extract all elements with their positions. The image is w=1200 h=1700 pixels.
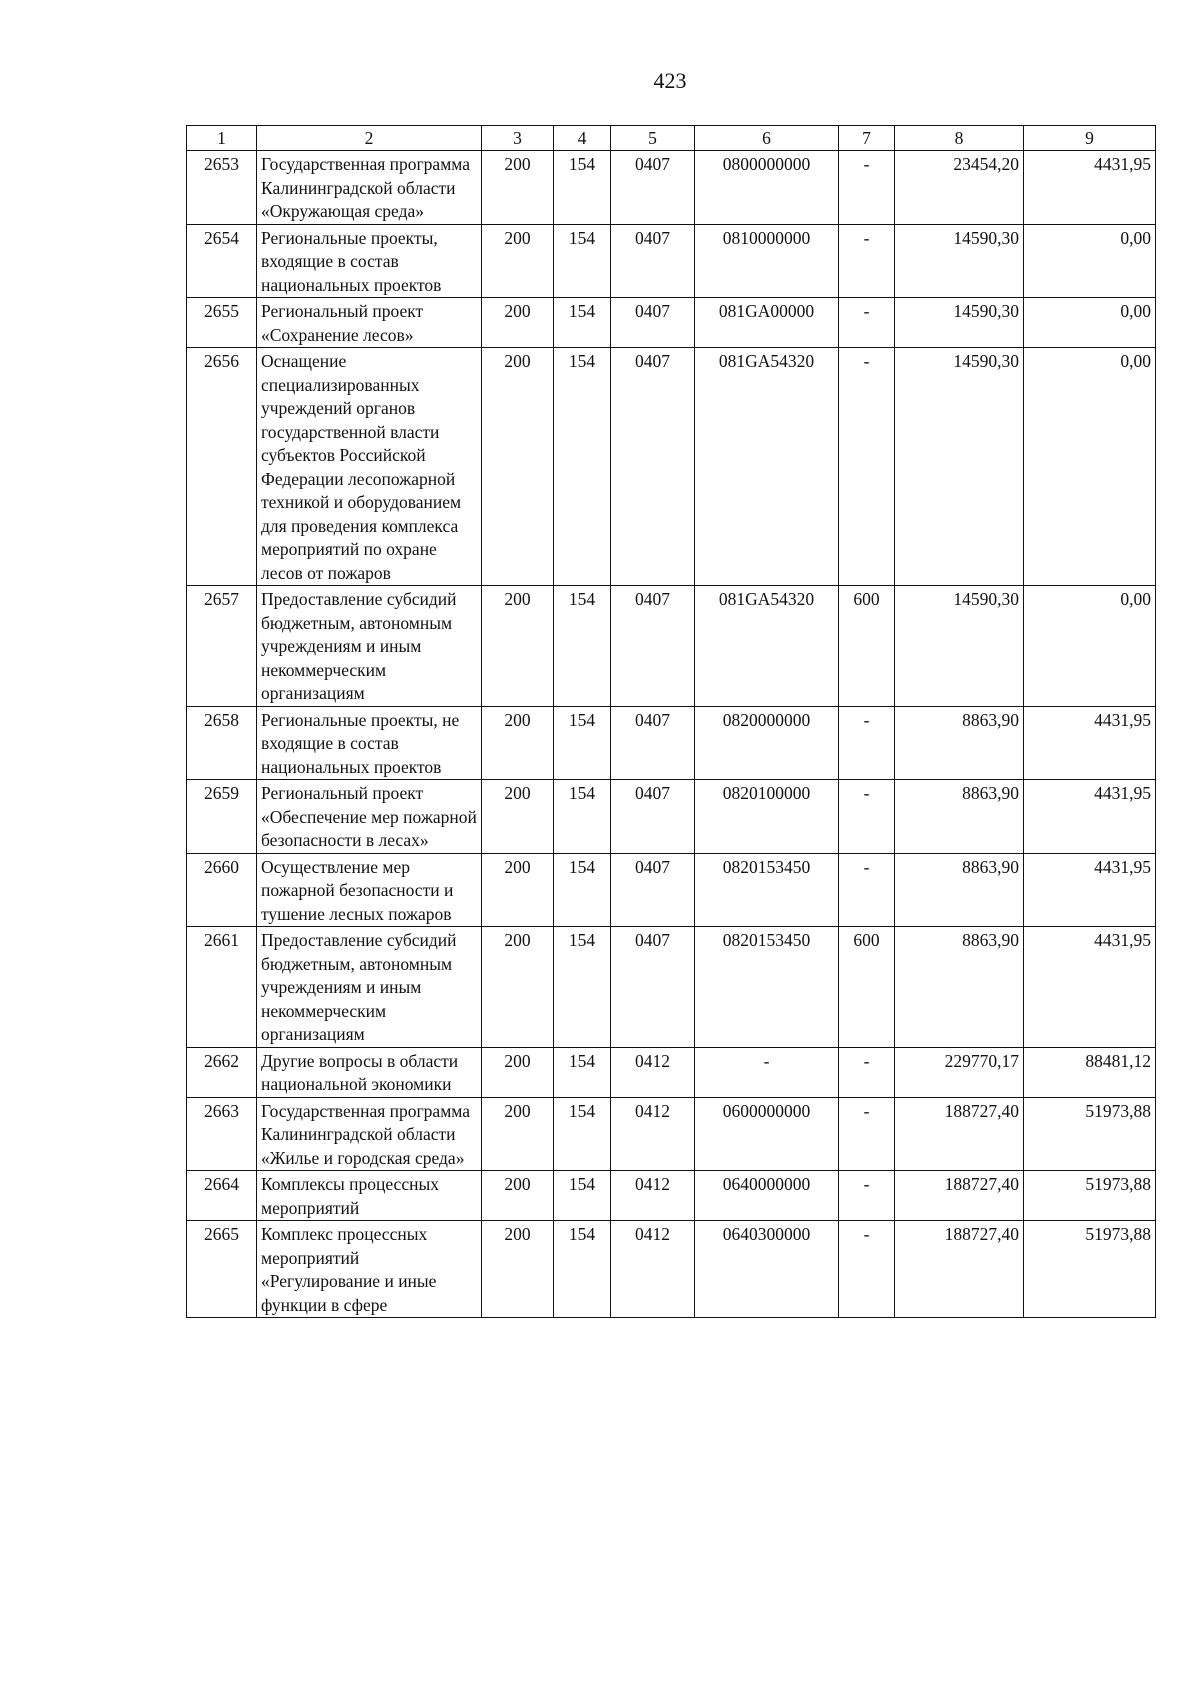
item-name: Региональный проект «Сохранение лесов» (257, 298, 482, 348)
section-code: 0407 (611, 298, 695, 348)
amount-col-9: 51973,88 (1024, 1171, 1156, 1221)
target-article-code: 081GA54320 (695, 348, 839, 586)
amount-col-8: 188727,40 (895, 1171, 1024, 1221)
header-col-4: 4 (554, 126, 611, 151)
table-row (187, 1097, 1156, 1171)
row-number: 2653 (187, 151, 257, 225)
table-row (187, 853, 1156, 927)
row-number: 2654 (187, 224, 257, 298)
item-name: Предоставление субсидий бюджетным, автономным учреждениям и иным некоммерческим организациям (257, 927, 482, 1048)
amount-col-8: 8863,90 (895, 927, 1024, 1048)
grbs-code: 200 (482, 706, 554, 780)
row-number: 2659 (187, 780, 257, 854)
column-4-code: 154 (554, 151, 611, 225)
table-row (187, 151, 1156, 225)
row-number: 2663 (187, 1097, 257, 1171)
expense-type-code: - (839, 298, 895, 348)
row-number: 2658 (187, 706, 257, 780)
header-row (187, 126, 1156, 151)
amount-col-9: 0,00 (1024, 224, 1156, 298)
table-row (187, 348, 1156, 586)
header-col-7: 7 (839, 126, 895, 151)
header-col-8: 8 (895, 126, 1024, 151)
target-article-code: 0640000000 (695, 1171, 839, 1221)
grbs-code: 200 (482, 1221, 554, 1318)
expense-type-code: - (839, 348, 895, 586)
column-4-code: 154 (554, 706, 611, 780)
row-number: 2657 (187, 586, 257, 707)
item-name: Осуществление мер пожарной безопасности и тушение лесных пожаров (257, 853, 482, 927)
grbs-code: 200 (482, 348, 554, 586)
item-name: Оснащение специализированных учреждений органов государственной власти субъектов Российской Федерации лесопожарной техникой и оборудованием для проведения комплекса мероприятий по охране лесов от пожаров (257, 348, 482, 586)
amount-col-8: 229770,17 (895, 1047, 1024, 1097)
grbs-code: 200 (482, 780, 554, 854)
target-article-code: 0820153450 (695, 853, 839, 927)
header-col-2: 2 (257, 126, 482, 151)
header-col-9: 9 (1024, 126, 1156, 151)
item-name: Предоставление субсидий бюджетным, автономным учреждениям и иным некоммерческим организациям (257, 586, 482, 707)
section-code: 0412 (611, 1097, 695, 1171)
item-name: Региональные проекты, не входящие в состав национальных проектов (257, 706, 482, 780)
amount-col-8: 188727,40 (895, 1097, 1024, 1171)
column-4-code: 154 (554, 1171, 611, 1221)
item-name: Региональные проекты, входящие в состав национальных проектов (257, 224, 482, 298)
row-number: 2656 (187, 348, 257, 586)
row-number: 2655 (187, 298, 257, 348)
amount-col-8: 8863,90 (895, 706, 1024, 780)
header-col-5: 5 (611, 126, 695, 151)
expense-type-code: - (839, 1171, 895, 1221)
section-code: 0407 (611, 224, 695, 298)
section-code: 0407 (611, 780, 695, 854)
amount-col-9: 4431,95 (1024, 706, 1156, 780)
table-header (187, 126, 1156, 151)
expense-type-code: - (839, 151, 895, 225)
target-article-code: 0820153450 (695, 927, 839, 1048)
expense-type-code: - (839, 1221, 895, 1318)
section-code: 0412 (611, 1221, 695, 1318)
table-row (187, 224, 1156, 298)
target-article-code: 0820100000 (695, 780, 839, 854)
target-article-code: 0810000000 (695, 224, 839, 298)
grbs-code: 200 (482, 224, 554, 298)
amount-col-9: 4431,95 (1024, 927, 1156, 1048)
expense-type-code: - (839, 224, 895, 298)
section-code: 0412 (611, 1047, 695, 1097)
grbs-code: 200 (482, 1097, 554, 1171)
amount-col-8: 14590,30 (895, 586, 1024, 707)
expense-type-code: 600 (839, 586, 895, 707)
column-4-code: 154 (554, 1047, 611, 1097)
header-col-3: 3 (482, 126, 554, 151)
column-4-code: 154 (554, 927, 611, 1048)
amount-col-9: 88481,12 (1024, 1047, 1156, 1097)
column-4-code: 154 (554, 586, 611, 707)
section-code: 0407 (611, 348, 695, 586)
amount-col-9: 0,00 (1024, 298, 1156, 348)
page-number: 423 (653, 68, 687, 93)
amount-col-9: 0,00 (1024, 348, 1156, 586)
row-number: 2661 (187, 927, 257, 1048)
header-col-6: 6 (695, 126, 839, 151)
column-4-code: 154 (554, 853, 611, 927)
table-row (187, 1221, 1156, 1318)
item-name: Региональный проект «Обеспечение мер пожарной безопасности в лесах» (257, 780, 482, 854)
expense-type-code: 600 (839, 927, 895, 1048)
amount-col-9: 51973,88 (1024, 1097, 1156, 1171)
item-name: Другие вопросы в области национальной экономики (257, 1047, 482, 1097)
amount-col-9: 4431,95 (1024, 853, 1156, 927)
row-number: 2662 (187, 1047, 257, 1097)
table-row (187, 298, 1156, 348)
column-4-code: 154 (554, 224, 611, 298)
amount-col-9: 4431,95 (1024, 780, 1156, 854)
amount-col-8: 14590,30 (895, 298, 1024, 348)
grbs-code: 200 (482, 298, 554, 348)
target-article-code: 0640300000 (695, 1221, 839, 1318)
column-4-code: 154 (554, 348, 611, 586)
table-row (187, 1047, 1156, 1097)
target-article-code: 0800000000 (695, 151, 839, 225)
section-code: 0407 (611, 853, 695, 927)
grbs-code: 200 (482, 853, 554, 927)
row-number: 2665 (187, 1221, 257, 1318)
target-article-code: 0820000000 (695, 706, 839, 780)
item-name: Государственная программа Калининградской области «Жилье и городская среда» (257, 1097, 482, 1171)
column-4-code: 154 (554, 1221, 611, 1318)
grbs-code: 200 (482, 927, 554, 1048)
grbs-code: 200 (482, 586, 554, 707)
budget-table (186, 125, 1156, 1318)
table-row (187, 706, 1156, 780)
amount-col-9: 4431,95 (1024, 151, 1156, 225)
amount-col-9: 51973,88 (1024, 1221, 1156, 1318)
section-code: 0412 (611, 1171, 695, 1221)
column-4-code: 154 (554, 780, 611, 854)
expense-type-code: - (839, 1047, 895, 1097)
amount-col-8: 14590,30 (895, 348, 1024, 586)
target-article-code: 081GA00000 (695, 298, 839, 348)
expense-type-code: - (839, 1097, 895, 1171)
amount-col-8: 23454,20 (895, 151, 1024, 225)
section-code: 0407 (611, 706, 695, 780)
section-code: 0407 (611, 927, 695, 1048)
table-row (187, 586, 1156, 707)
item-name: Комплекс процессных мероприятий «Регулирование и иные функции в сфере (257, 1221, 482, 1318)
table-row (187, 927, 1156, 1048)
expense-type-code: - (839, 780, 895, 854)
amount-col-8: 188727,40 (895, 1221, 1024, 1318)
item-name: Государственная программа Калининградской области «Окружающая среда» (257, 151, 482, 225)
section-code: 0407 (611, 151, 695, 225)
column-4-code: 154 (554, 298, 611, 348)
header-col-1: 1 (187, 126, 257, 151)
target-article-code: - (695, 1047, 839, 1097)
target-article-code: 0600000000 (695, 1097, 839, 1171)
amount-col-9: 0,00 (1024, 586, 1156, 707)
amount-col-8: 8863,90 (895, 853, 1024, 927)
item-name: Комплексы процессных мероприятий (257, 1171, 482, 1221)
amount-col-8: 8863,90 (895, 780, 1024, 854)
table-body (187, 151, 1156, 1318)
amount-col-8: 14590,30 (895, 224, 1024, 298)
expense-type-code: - (839, 706, 895, 780)
grbs-code: 200 (482, 1047, 554, 1097)
table-row (187, 1171, 1156, 1221)
row-number: 2660 (187, 853, 257, 927)
row-number: 2664 (187, 1171, 257, 1221)
target-article-code: 081GA54320 (695, 586, 839, 707)
column-4-code: 154 (554, 1097, 611, 1171)
section-code: 0407 (611, 586, 695, 707)
table-row (187, 780, 1156, 854)
expense-type-code: - (839, 853, 895, 927)
grbs-code: 200 (482, 151, 554, 225)
grbs-code: 200 (482, 1171, 554, 1221)
